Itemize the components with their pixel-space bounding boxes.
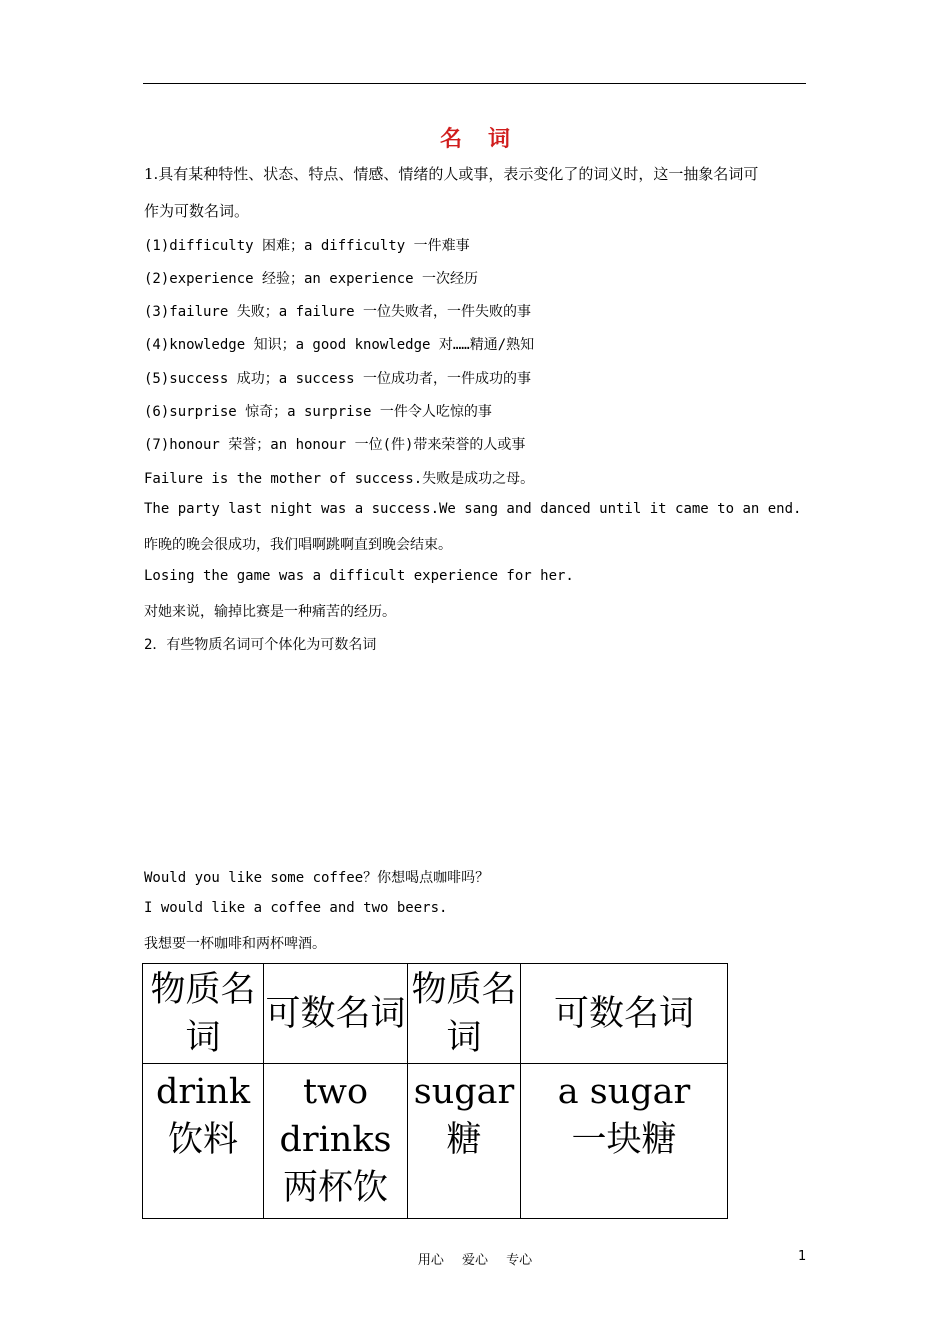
- cell-english: sugar: [413, 1072, 515, 1112]
- cell-english: drinks: [279, 1120, 392, 1160]
- cell-english: a sugar: [557, 1072, 691, 1112]
- noun-table: [142, 963, 728, 1219]
- cell-english: drink: [155, 1072, 251, 1112]
- list-item: (2)experience 经验；an experience 一次经历: [144, 271, 479, 287]
- list-item: (1)difficulty 困难；a difficulty 一件难事: [144, 238, 470, 254]
- example-sentence: Failure is the mother of success.失败是成功之母。: [144, 471, 535, 487]
- example-sentence: Losing the game was a difficult experience for her.: [144, 568, 574, 584]
- list-item: (7)honour 荣誉；an honour 一位(件)带来荣誉的人或事: [144, 437, 526, 453]
- table-cell: [264, 1064, 408, 1219]
- section1-intro-line1: 1.具有某种特性、状态、特点、情感、情绪的人或事，表示变化了的词义时，这一抽象名词可: [144, 165, 759, 183]
- list-item: (4)knowledge 知识；a good knowledge 对……精通/熟知: [144, 337, 535, 353]
- table-cell: [521, 1064, 728, 1219]
- table-header-row: [143, 964, 728, 1064]
- cell-chinese: 饮料: [167, 1120, 238, 1160]
- example-translation: 昨晚的晚会很成功，我们唱啊跳啊直到晚会结束。: [144, 537, 452, 553]
- example-sentence: Would you like some coffee？你想喝点咖啡吗？: [144, 870, 490, 886]
- example-translation: 对她来说，输掉比赛是一种痛苦的经历。: [144, 604, 396, 620]
- table-cell: [143, 1064, 264, 1219]
- table-header-cell: 可数名词: [264, 964, 408, 1064]
- page-footer: 用心 爱心 专心: [417, 1253, 533, 1268]
- section2-heading: 2．有些物质名词可个体化为可数名词: [144, 637, 377, 653]
- table-header-cell: 可数名词: [521, 964, 728, 1064]
- cell-chinese: 一块糖: [571, 1120, 677, 1160]
- table-cell: [408, 1064, 521, 1219]
- section1-intro-line2: 作为可数名词。: [144, 202, 250, 220]
- table-row: [143, 1064, 728, 1219]
- cell-english: two: [302, 1072, 369, 1112]
- cell-chinese: 糖: [446, 1120, 482, 1160]
- table-header-cell: 物质名词: [408, 964, 521, 1064]
- example-translation: 我想要一杯咖啡和两杯啤酒。: [144, 936, 326, 952]
- table-header-cell: 物质名词: [143, 964, 264, 1064]
- example-sentence: The party last night was a success.We sang and danced until it came to an end.: [144, 501, 802, 517]
- header-rule: [143, 83, 806, 84]
- example-sentence: I would like a coffee and two beers.: [144, 900, 448, 916]
- cell-chinese: 两杯饮: [282, 1168, 388, 1208]
- list-item: (3)failure 失败；a failure 一位失败者，一件失败的事: [144, 304, 532, 320]
- list-item: (6)surprise 惊奇；a surprise 一件令人吃惊的事: [144, 404, 492, 420]
- page-title: 名词: [439, 127, 536, 152]
- page-number: 1: [798, 1249, 807, 1264]
- list-item: (5)success 成功；a success 一位成功者，一件成功的事: [144, 371, 532, 387]
